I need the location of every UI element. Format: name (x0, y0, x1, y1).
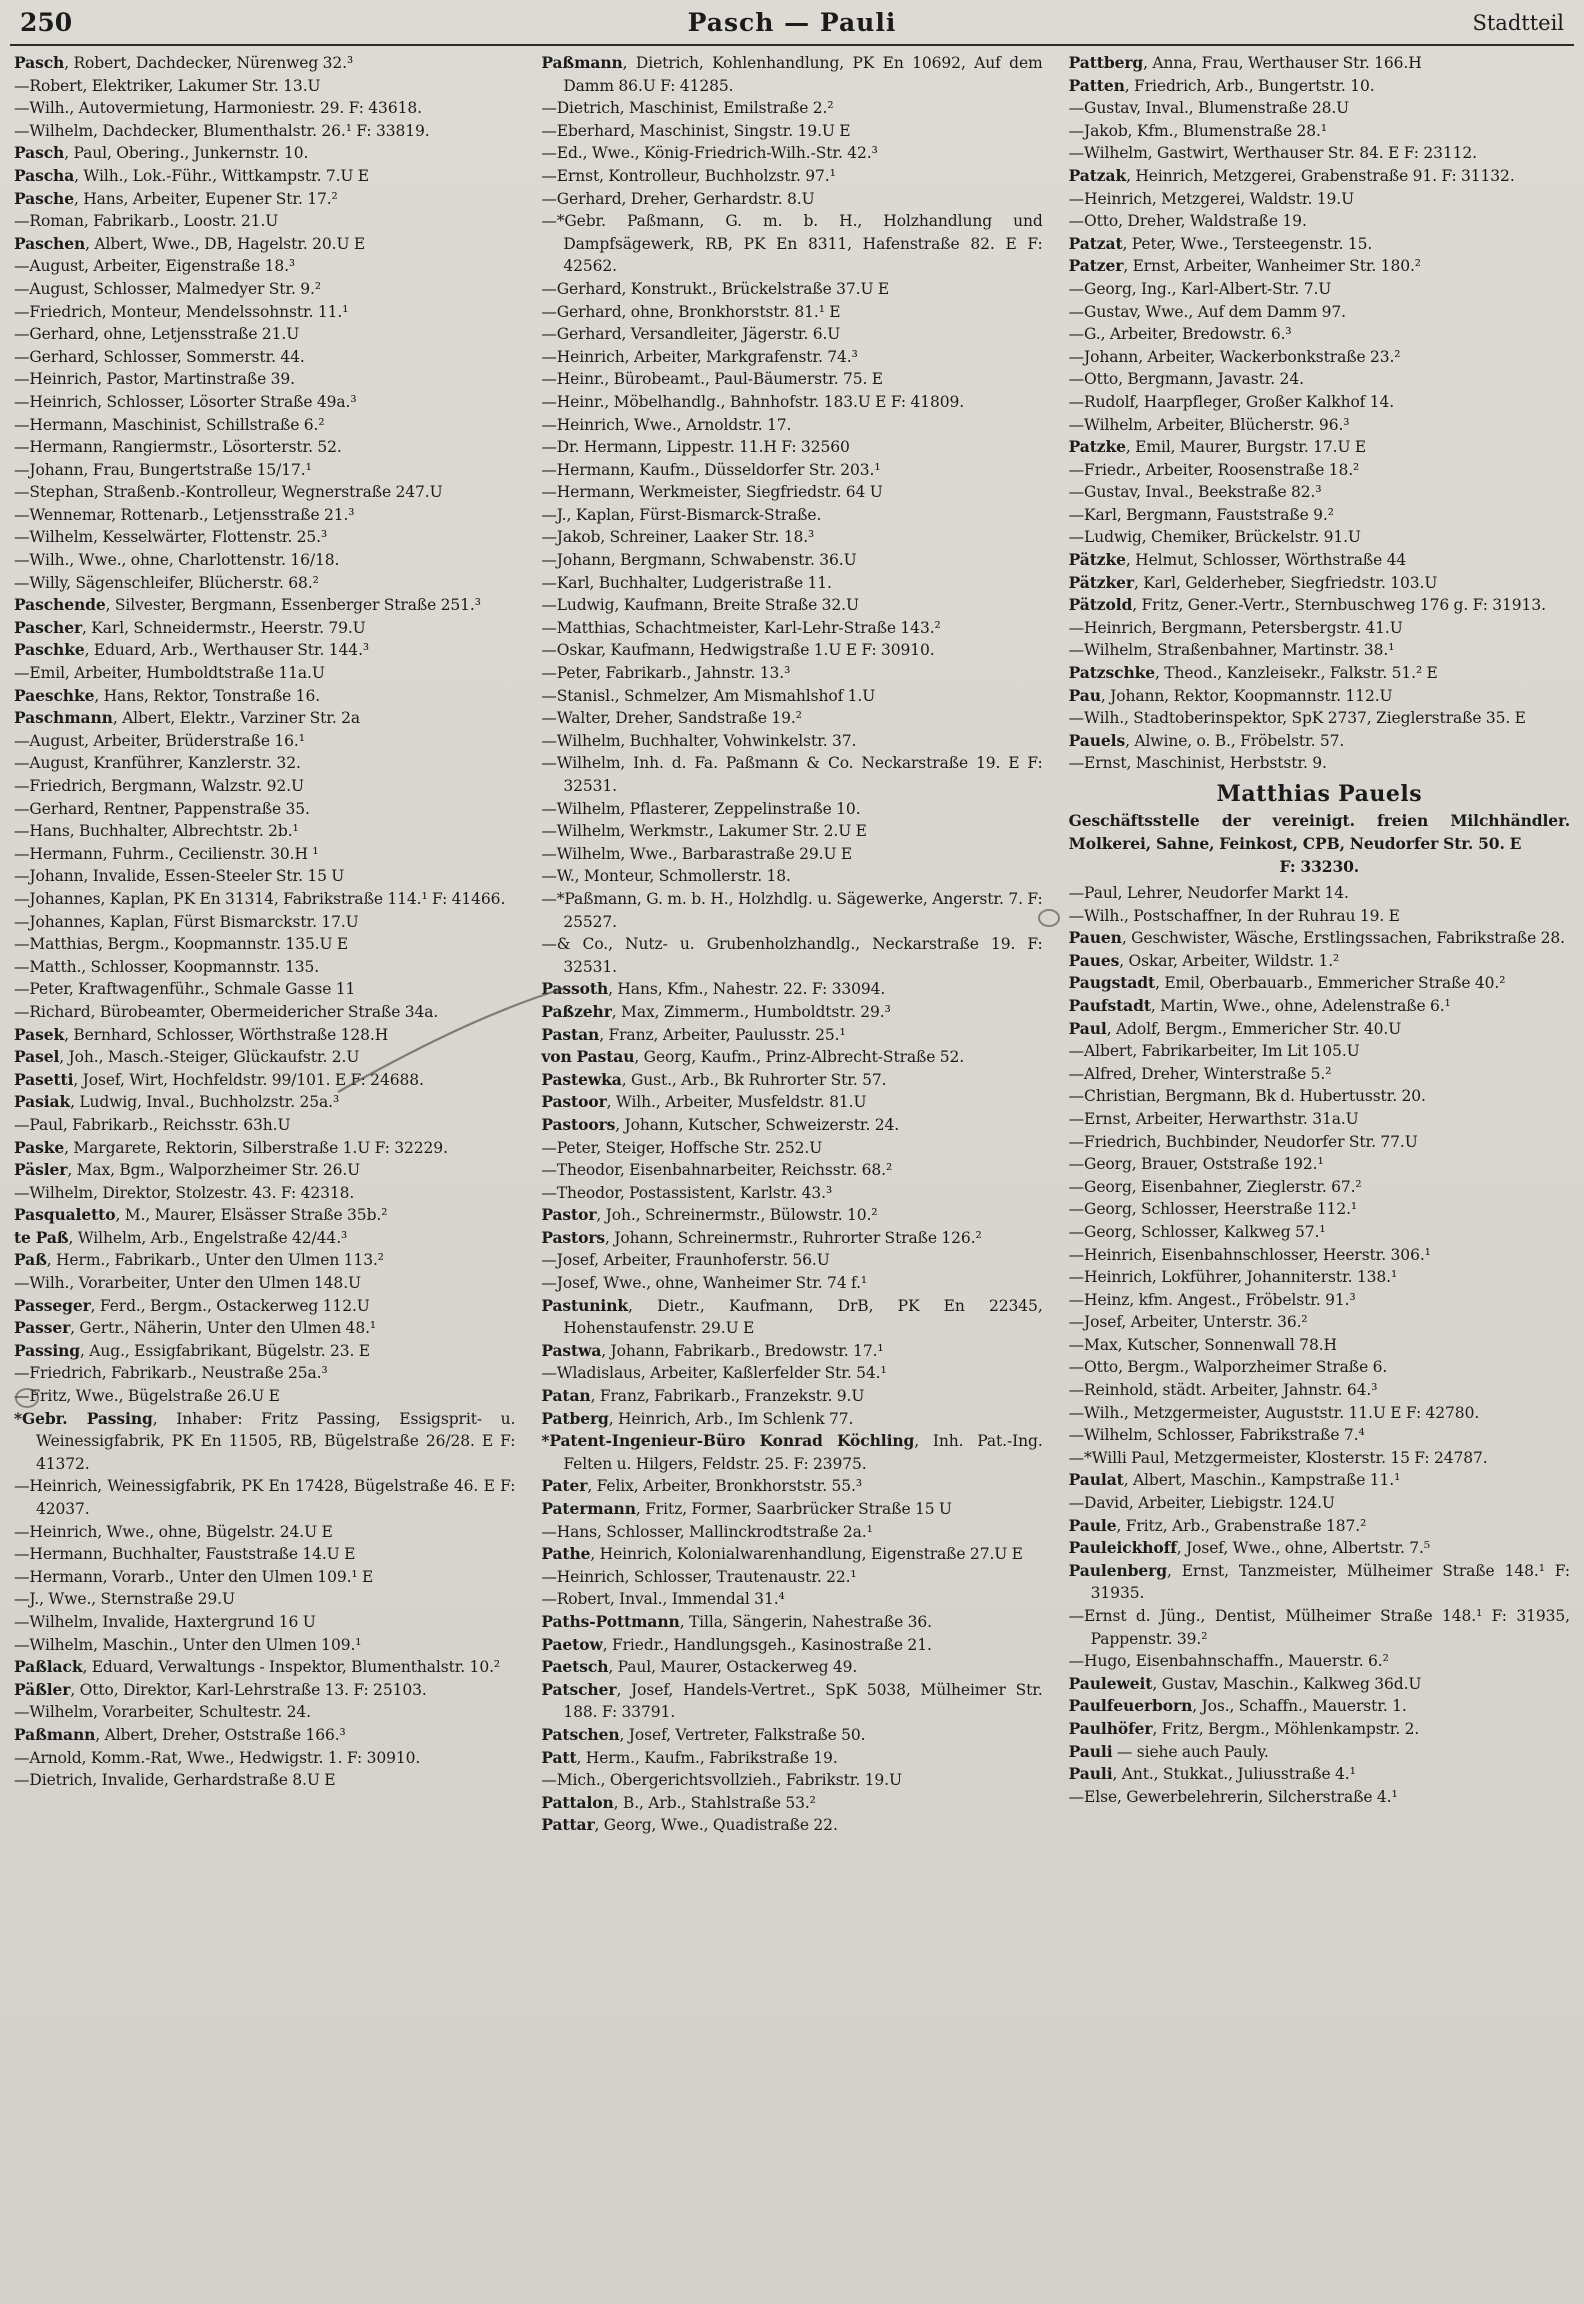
column-1 (14, 52, 515, 2298)
page-title: Pasch — Pauli (687, 8, 897, 37)
directory-entry: —Johann, Invalide, Essen-Steeler Str. 15 U (14, 867, 345, 886)
directory-entry: Pauleweit, Gustav, Maschin., Kalkweg 36d.U (1068, 1673, 1422, 1693)
directory-entry: Pauli — siehe auch Pauly. (1068, 1741, 1269, 1761)
directory-entry: Pauels, Alwine, o. B., Fröbelstr. 57. (1068, 730, 1345, 750)
directory-entry: Pastoor, Wilh., Arbeiter, Musfeldstr. 81.U (541, 1092, 867, 1112)
header-rule (10, 44, 1574, 46)
directory-entry: —Peter, Fabrikarb., Jahnstr. 13.³ (541, 664, 791, 683)
directory-entry: Pasel, Joh., Masch.-Steiger, Glückaufstr. 2.U (14, 1047, 360, 1067)
directory-entry: Passer, Gertr., Näherin, Unter den Ulmen 48.¹ (14, 1318, 377, 1338)
directory-entry: —August, Kranführer, Kanzlerstr. 32. (14, 754, 301, 773)
directory-entry: —Johannes, Kaplan, PK En 31314, Fabrikstraße 114.¹ F: 41466. (14, 889, 506, 908)
directory-entry: —Reinhold, städt. Arbeiter, Jahnstr. 64.³ (1068, 1381, 1378, 1400)
directory-entry: —Heinr., Möbelhandlg., Bahnhofstr. 183.U E F: 41809. (541, 392, 965, 411)
directory-entry: —Wilhelm, Gastwirt, Werthauser Str. 84. E F: 23112. (1068, 144, 1477, 163)
directory-entry: —*Willi Paul, Metzgermeister, Klosterstr. 15 F: 24787. (1068, 1448, 1488, 1467)
directory-entry: te Paß, Wilhelm, Arb., Engelstraße 42/44.³ (14, 1227, 348, 1247)
directory-entry: —Josef, Arbeiter, Fraunhoferstr. 56.U (541, 1251, 830, 1270)
directory-entry: —Georg, Eisenbahner, Zieglerstr. 67.² (1068, 1177, 1362, 1196)
directory-entry: —*Gebr. Paßmann, G. m. b. H., Holzhandlung und Dampfsägewerk, RB, PK En 8311, Hafenstraße 82. E F: 42562. (541, 212, 1043, 276)
directory-entry: Pauen, Geschwister, Wäsche, Erstlingssachen, Fabrikstraße 28. (1068, 928, 1565, 948)
directory-entry: —Heinrich, Weinessigfabrik, PK En 17428, Bügelstraße 46. E F: 42037. (14, 1477, 516, 1518)
directory-entry: Pattar, Georg, Wwe., Quadistraße 22. (541, 1815, 838, 1835)
directory-entry: Pastewka, Gust., Arb., Bk Ruhrorter Str. 57. (541, 1069, 887, 1089)
directory-entry: —Christian, Bergmann, Bk d. Hubertusstr. 20. (1068, 1087, 1426, 1106)
directory-entry: Pastors, Johann, Schreinermstr., Ruhrorter Straße 126.² (541, 1227, 982, 1247)
directory-entry: —Theodor, Eisenbahnarbeiter, Reichsstr. 68.² (541, 1161, 893, 1180)
directory-entry: —Hans, Schlosser, Mallinckrodtstraße 2a.¹ (541, 1522, 873, 1541)
directory-entry: —Friedr., Arbeiter, Roosenstraße 18.² (1068, 460, 1360, 479)
directory-entry: —David, Arbeiter, Liebigstr. 124.U (1068, 1494, 1335, 1513)
directory-entry: Paß, Herm., Fabrikarb., Unter den Ulmen 113.² (14, 1250, 384, 1270)
directory-entry: —August, Arbeiter, Eigenstraße 18.³ (14, 257, 296, 276)
directory-entry: Pasch, Paul, Obering., Junkernstr. 10. (14, 143, 309, 163)
directory-entry: —Walter, Dreher, Sandstraße 19.² (541, 709, 802, 728)
directory-entry: —Ernst, Kontrolleur, Buchholzstr. 97.¹ (541, 166, 836, 185)
directory-entry: —Alfred, Dreher, Winterstraße 5.² (1068, 1064, 1332, 1083)
directory-entry: —Gerhard, ohne, Letjensstraße 21.U (14, 325, 300, 344)
directory-entry: Paßzehr, Max, Zimmerm., Humboldtstr. 29.³ (541, 1001, 891, 1021)
directory-entry: —Theodor, Postassistent, Karlstr. 43.³ (541, 1183, 833, 1202)
directory-entry: —Wilhelm, Invalide, Haxtergrund 16 U (14, 1612, 316, 1631)
directory-entry: Pasch, Robert, Dachdecker, Nürenweg 32.³ (14, 53, 354, 72)
directory-entry: Pascher, Karl, Schneidermstr., Heerstr. 79.U (14, 617, 366, 637)
directory-entry: Patermann, Fritz, Former, Saarbrücker Straße 15 U (541, 1499, 952, 1518)
directory-entry: Paufstadt, Martin, Wwe., ohne, Adelenstraße 6.¹ (1068, 995, 1451, 1015)
directory-entry: —G., Arbeiter, Bredowstr. 6.³ (1068, 325, 1292, 344)
directory-entry: —Wilhelm, Pflasterer, Zeppelinstraße 10. (541, 799, 861, 818)
directory-entry: —Hermann, Vorarb., Unter den Ulmen 109.¹ E (14, 1567, 374, 1586)
directory-entry: Patzer, Ernst, Arbeiter, Wanheimer Str. 180.² (1068, 256, 1421, 276)
directory-entry: —Wilhelm, Kesselwärter, Flottenstr. 25.³ (14, 528, 328, 547)
directory-entry: —Georg, Schlosser, Heerstraße 112.¹ (1068, 1200, 1358, 1219)
directory-entry: Pastoors, Johann, Kutscher, Schweizerstr. 24. (541, 1114, 900, 1134)
directory-entry: —Oskar, Kaufmann, Hedwigstraße 1.U E F: 30910. (541, 641, 935, 660)
directory-entry: Pasiak, Ludwig, Inval., Buchholzstr. 25a.³ (14, 1092, 340, 1112)
directory-entry: —Arnold, Komm.-Rat, Wwe., Hedwigstr. 1. F: 30910. (14, 1748, 421, 1767)
directory-entry: —Ludwig, Kaufmann, Breite Straße 32.U (541, 596, 859, 615)
directory-entry: —Friedrich, Buchbinder, Neudorfer Str. 77.U (1068, 1132, 1418, 1151)
directory-entry: Paetow, Friedr., Handlungsgeh., Kasinostraße 21. (541, 1634, 932, 1654)
directory-entry: —Wilhelm, Werkmstr., Lakumer Str. 2.U E (541, 822, 867, 841)
directory-entry: Paulfeuerborn, Jos., Schaffn., Mauerstr. 1. (1068, 1696, 1407, 1716)
directory-entry: —Paul, Lehrer, Neudorfer Markt 14. (1068, 884, 1349, 902)
district-label: Stadtteil (1472, 11, 1564, 35)
directory-entry: —Wilhelm, Schlosser, Fabrikstraße 7.⁴ (1068, 1426, 1365, 1445)
directory-entry: —Hermann, Buchhalter, Fauststraße 14.U E (14, 1545, 356, 1564)
directory-entry: —Ed., Wwe., König-Friedrich-Wilh.-Str. 42.³ (541, 144, 878, 163)
directory-entry: —August, Arbeiter, Brüderstraße 16.¹ (14, 731, 305, 750)
directory-entry: —Willy, Sägenschleifer, Blücherstr. 68.² (14, 573, 319, 592)
directory-entry: Geschäftsstelle der vereinigt. freien Milchhändler. Molkerei, Sahne, Feinkost, CPB, Neudorfer Str. 50. E (1068, 811, 1570, 853)
directory-entry: —Matthias, Bergm., Koopmannstr. 135.U E (14, 935, 349, 954)
column-3 (1069, 52, 1570, 2298)
directory-entry: —Heinrich, Schlosser, Lösorter Straße 49a.³ (14, 392, 357, 411)
directory-entry: Patzschke, Theod., Kanzleisekr., Falkstr. 51.² E (1068, 663, 1438, 683)
directory-entry: —Heinrich, Lokführer, Johanniterstr. 138.¹ (1068, 1268, 1398, 1287)
directory-entry: —Max, Kutscher, Sonnenwall 78.H (1068, 1335, 1337, 1354)
directory-entry: von Pastau, Georg, Kaufm., Prinz-Albrecht-Straße 52. (541, 1047, 965, 1067)
directory-entry: —Wilhelm, Inh. d. Fa. Paßmann & Co. Neckarstraße 19. E F: 32531. (541, 754, 1043, 795)
directory-entry: —Hugo, Eisenbahnschaffn., Mauerstr. 6.² (1068, 1652, 1389, 1671)
directory-entry: —Eberhard, Maschinist, Singstr. 19.U E (541, 121, 851, 140)
directory-entry: Patberg, Heinrich, Arb., Im Schlenk 77. (541, 1408, 854, 1428)
directory-entry: —Roman, Fabrikarb., Loostr. 21.U (14, 212, 279, 231)
directory-entry: —Ernst, Maschinist, Herbststr. 9. (1068, 754, 1327, 773)
directory-entry: —Georg, Brauer, Oststraße 192.¹ (1068, 1155, 1324, 1174)
directory-entry: —Paul, Fabrikarb., Reichsstr. 63h.U (14, 1115, 291, 1134)
directory-entry: Pasche, Hans, Arbeiter, Eupener Str. 17.² (14, 188, 338, 208)
directory-entry: —Wilhelm, Buchhalter, Vohwinkelstr. 37. (541, 731, 857, 750)
directory-entry: Paulat, Albert, Maschin., Kampstraße 11.¹ (1068, 1470, 1401, 1490)
directory-entry: Pattberg, Anna, Frau, Werthauser Str. 166.H (1068, 53, 1422, 72)
directory-entry: —Friedrich, Monteur, Mendelssohnstr. 11.¹ (14, 302, 349, 321)
directory-entry: —Josef, Wwe., ohne, Wanheimer Str. 74 f.¹ (541, 1274, 868, 1293)
directory-entry: —Wilhelm, Wwe., Barbarastraße 29.U E (541, 844, 853, 863)
directory-entry: —J., Wwe., Sternstraße 29.U (14, 1590, 235, 1609)
directory-entry: —Ernst d. Jüng., Dentist, Mülheimer Straße 148.¹ F: 31935, Pappenstr. 39.² (1068, 1607, 1570, 1648)
directory-entry: Päßler, Otto, Direktor, Karl-Lehrstraße 13. F: 25103. (14, 1679, 427, 1699)
directory-entry: —Wilh., Stadtoberinspektor, SpK 2737, Zieglerstraße 35. E (1068, 709, 1526, 728)
directory-entry: —Jakob, Kfm., Blumenstraße 28.¹ (1068, 121, 1327, 140)
directory-entry: Pätzold, Fritz, Gener.-Vertr., Sternbuschweg 176 g. F: 31913. (1068, 595, 1546, 615)
directory-entry: —Georg, Schlosser, Kalkweg 57.¹ (1068, 1222, 1326, 1241)
directory-entry: Paths-Pottmann, Tilla, Sängerin, Nahestraße 36. (541, 1611, 932, 1631)
directory-entry: —Gustav, Inval., Beekstraße 82.³ (1068, 483, 1322, 502)
directory-entry: —Peter, Kraftwagenführ., Schmale Gasse 11 (14, 980, 356, 999)
directory-entry: —Friedrich, Bergmann, Walzstr. 92.U (14, 777, 304, 795)
directory-entry: —Fritz, Wwe., Bügelstraße 26.U E (14, 1387, 280, 1406)
directory-entry: —Friedrich, Fabrikarb., Neustraße 25a.³ (14, 1364, 328, 1383)
directory-entry: *Patent-Ingenieur-Büro Konrad Köchling, Inh. Pat.-Ing. Felten u. Hilgers, Feldstr. 25. F: 23975. (541, 1431, 1043, 1473)
directory-entry: Matthias Pauels (1216, 781, 1423, 807)
directory-entry: Patzak, Heinrich, Metzgerei, Grabenstraße 91. F: 31132. (1068, 165, 1515, 185)
directory-entry: Pater, Felix, Arbeiter, Bronkhorststr. 55.³ (541, 1476, 862, 1496)
directory-entry: —Gerhard, Schlosser, Sommerstr. 44. (14, 347, 305, 366)
directory-entry: Patzke, Emil, Maurer, Burgstr. 17.U E (1068, 437, 1367, 457)
directory-entry: —August, Schlosser, Malmedyer Str. 9.² (14, 279, 321, 298)
directory-entry: —Peter, Steiger, Hoffsche Str. 252.U (541, 1138, 823, 1157)
directory-entry: Passing, Aug., Essigfabrikant, Bügelstr. 23. E (14, 1340, 370, 1360)
directory-entry: Pau, Johann, Rektor, Koopmannstr. 112.U (1068, 685, 1393, 705)
directory-entry: —Heinrich, Wwe., Arnoldstr. 17. (541, 415, 792, 434)
directory-entry: —Dietrich, Maschinist, Emilstraße 2.² (541, 99, 834, 118)
directory-entry: Paetsch, Paul, Maurer, Ostackerweg 49. (541, 1657, 858, 1677)
directory-entry: Paule, Fritz, Arb., Grabenstraße 187.² (1068, 1515, 1367, 1535)
directory-entry: —Otto, Bergm., Walporzheimer Straße 6. (1068, 1358, 1388, 1377)
directory-entry: —Gustav, Wwe., Auf dem Damm 97. (1068, 302, 1346, 321)
directory-entry: Patscher, Josef, Handels-Vertret., SpK 5038, Mülheimer Str. 188. F: 33791. (541, 1679, 1043, 1722)
directory-entry: Paske, Margarete, Rektorin, Silberstraße 1.U F: 32229. (14, 1137, 448, 1157)
directory-entry: Päsler, Max, Bgm., Walporzheimer Str. 26.U (14, 1160, 361, 1180)
directory-entry: —Heinrich, Wwe., ohne, Bügelstr. 24.U E (14, 1522, 333, 1541)
directory-entry: —Mich., Obergerichtsvollzieh., Fabrikstr. 19.U (541, 1771, 902, 1790)
directory-entry: Patten, Friedrich, Arb., Bungertstr. 10. (1068, 75, 1375, 95)
directory-entry: —Wilhelm, Straßenbahner, Martinstr. 38.¹ (1068, 641, 1395, 660)
directory-entry: —Emil, Arbeiter, Humboldtstraße 11a.U (14, 664, 325, 683)
directory-entry: Pasetti, Josef, Wirt, Hochfeldstr. 99/101. E F: 24688. (14, 1069, 424, 1089)
column-2 (541, 52, 1042, 2298)
directory-entry: —Else, Gewerbelehrerin, Silcherstraße 4.¹ (1068, 1787, 1398, 1806)
directory-entry: —Stephan, Straßenb.-Kontrolleur, Wegnerstraße 247.U (14, 483, 443, 502)
directory-entry: —Wilh., Autovermietung, Harmoniestr. 29. F: 43618. (14, 99, 422, 118)
directory-entry: Pastunink, Dietr., Kaufmann, DrB, PK En 22345, Hohenstaufenstr. 29.U E (541, 1295, 1043, 1338)
directory-entry: —Rudolf, Haarpfleger, Großer Kalkhof 14. (1068, 392, 1395, 411)
directory-entry: Paulhöfer, Fritz, Bergm., Möhlenkampstr. 2. (1068, 1718, 1420, 1738)
directory-entry: —Gerhard, Versandleiter, Jägerstr. 6.U (541, 325, 841, 344)
directory-entry: Pathe, Heinrich, Kolonialwarenhandlung, Eigenstraße 27.U E (541, 1544, 1023, 1564)
directory-entry: —Matth., Schlosser, Koopmannstr. 135. (14, 957, 320, 976)
directory-entry: —Wilh., Vorarbeiter, Unter den Ulmen 148.U (14, 1274, 361, 1293)
directory-entry: —Hans, Buchhalter, Albrechtstr. 2b.¹ (14, 822, 299, 841)
directory-entry: —Jakob, Schreiner, Laaker Str. 18.³ (541, 528, 815, 547)
directory-entry: —Wilhelm, Maschin., Unter den Ulmen 109.¹ (14, 1635, 362, 1654)
directory-entry: —Hermann, Maschinist, Schillstraße 6.² (14, 415, 325, 434)
directory-entry: Paßmann, Dietrich, Kohlenhandlung, PK En 10692, Auf dem Damm 86.U F: 41285. (541, 53, 1043, 95)
directory-entry: —Wilhelm, Direktor, Stolzestr. 43. F: 42318. (14, 1183, 355, 1202)
directory-entry: Paschmann, Albert, Elektr., Varziner Str. 2a (14, 708, 361, 728)
directory-entry: —Wilhelm, Dachdecker, Blumenthalstr. 26.¹ F: 33819. (14, 121, 430, 140)
directory-entry: —Heinrich, Eisenbahnschlosser, Heerstr. 306.¹ (1068, 1245, 1431, 1264)
directory-entry: —*Paßmann, G. m. b. H., Holzhdlg. u. Sägewerke, Angerstr. 7. F: 25527. (541, 889, 1043, 931)
directory-entry: Paschke, Eduard, Arb., Werthauser Str. 144.³ (14, 640, 370, 660)
directory-entry: Paßlack, Eduard, Verwaltungs - Inspektor, Blumenthalstr. 10.² (14, 1657, 501, 1677)
directory-entry: Patschen, Josef, Vertreter, Falkstraße 50. (541, 1724, 866, 1744)
directory-entry: Pattalon, B., Arb., Stahlstraße 53.² (541, 1792, 816, 1812)
directory-columns (14, 52, 1570, 2298)
directory-entry: —Dr. Hermann, Lippestr. 11.H F: 32560 (541, 438, 850, 457)
directory-entry: —Johannes, Kaplan, Fürst Bismarckstr. 17.U (14, 912, 359, 931)
directory-entry: —Ludwig, Chemiker, Brückelstr. 91.U (1068, 528, 1361, 547)
directory-entry: —Albert, Fabrikarbeiter, Im Lit 105.U (1068, 1042, 1360, 1061)
directory-entry: —& Co., Nutz- u. Grubenholzhandlg., Neckarstraße 19. F: 32531. (541, 935, 1043, 976)
directory-entry: Pauli, Ant., Stukkat., Juliusstraße 4.¹ (1068, 1764, 1356, 1784)
directory-entry: —Johann, Bergmann, Schwabenstr. 36.U (541, 551, 857, 570)
directory-entry: —Richard, Bürobeamter, Obermeidericher Straße 34a. (14, 1002, 439, 1021)
directory-entry: Patt, Herm., Kaufm., Fabrikstraße 19. (541, 1747, 838, 1767)
directory-entry: Pasek, Bernhard, Schlosser, Wörthstraße 128.H (14, 1024, 389, 1044)
directory-entry: —Otto, Bergmann, Javastr. 24. (1068, 370, 1304, 389)
directory-entry: Pastor, Joh., Schreinermstr., Bülowstr. 10.² (541, 1205, 878, 1225)
directory-entry: —Wilh., Wwe., ohne, Charlottenstr. 16/18. (14, 551, 340, 570)
directory-entry: —Gerhard, ohne, Bronkhorststr. 81.¹ E (541, 302, 841, 321)
directory-entry: —Hermann, Kaufm., Düsseldorfer Str. 203.¹ (541, 460, 881, 479)
directory-entry: —Hermann, Werkmeister, Siegfriedstr. 64 U (541, 483, 883, 502)
directory-entry: —Karl, Buchhalter, Ludgeristraße 11. (541, 573, 832, 592)
directory-entry: Pauleickhoff, Josef, Wwe., ohne, Albertstr. 7.⁵ (1068, 1538, 1430, 1558)
page-number: 250 (20, 8, 73, 37)
directory-entry: Paschende, Silvester, Bergmann, Essenberger Straße 251.³ (14, 595, 481, 615)
directory-entry: —Robert, Elektriker, Lakumer Str. 13.U (14, 76, 321, 95)
directory-entry: —Gerhard, Konstrukt., Brückelstraße 37.U E (541, 279, 890, 298)
directory-entry: Passeger, Ferd., Bergm., Ostackerweg 112.U (14, 1295, 370, 1315)
directory-entry: —Otto, Dreher, Waldstraße 19. (1068, 212, 1307, 231)
directory-entry: Pasqualetto, M., Maurer, Elsässer Straße 35b.² (14, 1205, 388, 1225)
directory-entry: Paschen, Albert, Wwe., DB, Hagelstr. 20.U E (14, 233, 366, 253)
directory-entry: Pastwa, Johann, Fabrikarb., Bredowstr. 17.¹ (541, 1340, 884, 1360)
directory-entry: —Wennemar, Rottenarb., Letjensstraße 21.³ (14, 505, 355, 524)
directory-entry: —Gerhard, Rentner, Pappenstraße 35. (14, 799, 310, 818)
directory-entry: *Gebr. Passing, Inhaber: Fritz Passing, Essigsprit- u. Weinessigfabrik, PK En 11505, RB, Bügelstraße 26/28. E F: 41372. (14, 1408, 516, 1473)
directory-entry: Paeschke, Hans, Rektor, Tonstraße 16. (14, 685, 321, 705)
directory-entry: —Stanisl., Schmelzer, Am Mismahlshof 1.U (541, 686, 876, 705)
directory-entry: —Gustav, Inval., Blumenstraße 28.U (1068, 99, 1350, 118)
directory-entry: —Wilh., Metzgermeister, Auguststr. 11.U E F: 42780. (1068, 1403, 1480, 1422)
directory-entry: —Georg, Ing., Karl-Albert-Str. 7.U (1068, 279, 1332, 298)
directory-entry: F: 33230. (1279, 857, 1360, 876)
directory-entry: Pascha, Wilh., Lok.-Führ., Wittkampstr. 7.U E (14, 165, 370, 185)
directory-entry: —Hermann, Rangiermstr., Lösorterstr. 52. (14, 438, 342, 457)
directory-entry: Pätzke, Helmut, Schlosser, Wörthstraße 44 (1068, 550, 1407, 570)
directory-entry: —Wilhelm, Vorarbeiter, Schultestr. 24. (14, 1703, 311, 1722)
directory-entry: —Wladislaus, Arbeiter, Kaßlerfelder Str. 54.¹ (541, 1364, 887, 1383)
directory-entry: Paulenberg, Ernst, Tanzmeister, Mülheimer Straße 148.¹ F: 31935. (1068, 1560, 1570, 1603)
directory-entry: —Heinrich, Arbeiter, Markgrafenstr. 74.³ (541, 347, 858, 366)
directory-entry: —Wilh., Postschaffner, In der Ruhrau 19. E (1068, 906, 1400, 925)
directory-entry: Paßmann, Albert, Dreher, Oststraße 166.³ (14, 1724, 346, 1744)
directory-entry: Passoth, Hans, Kfm., Nahestr. 22. F: 33094. (541, 979, 886, 999)
directory-entry: —Heinrich, Metzgerei, Waldstr. 19.U (1068, 189, 1355, 208)
directory-entry: —Hermann, Fuhrm., Cecilienstr. 30.H ¹ (14, 844, 319, 863)
directory-entry: —Johann, Arbeiter, Wackerbonkstraße 23.² (1068, 347, 1401, 366)
directory-entry: —Robert, Inval., Immendal 31.⁴ (541, 1590, 785, 1609)
directory-entry: Pätzker, Karl, Gelderheber, Siegfriedstr. 103.U (1068, 572, 1438, 592)
directory-entry: —Wilhelm, Arbeiter, Blücherstr. 96.³ (1068, 415, 1350, 434)
directory-entry: —Heinrich, Schlosser, Trautenaustr. 22.¹ (541, 1567, 857, 1586)
directory-entry: —Josef, Arbeiter, Unterstr. 36.² (1068, 1313, 1308, 1332)
directory-entry: Paues, Oskar, Arbeiter, Wildstr. 1.² (1068, 950, 1340, 970)
directory-entry: —W., Monteur, Schmollerstr. 18. (541, 867, 791, 886)
directory-entry: —Heinrich, Bergmann, Petersbergstr. 41.U (1068, 618, 1403, 637)
directory-entry: —Ernst, Arbeiter, Herwarthstr. 31a.U (1068, 1109, 1359, 1128)
directory-entry: Pastan, Franz, Arbeiter, Paulusstr. 25.¹ (541, 1024, 846, 1044)
directory-entry: Paul, Adolf, Bergm., Emmericher Str. 40.U (1068, 1018, 1402, 1038)
page-header (16, 8, 1568, 40)
directory-entry: —Dietrich, Invalide, Gerhardstraße 8.U E (14, 1771, 336, 1790)
directory-entry: —Johann, Frau, Bungertstraße 15/17.¹ (14, 460, 312, 479)
directory-entry: —J., Kaplan, Fürst-Bismarck-Straße. (541, 505, 822, 524)
directory-entry: —Heinr., Bürobeamt., Paul-Bäumerstr. 75. E (541, 370, 883, 389)
directory-entry: —Matthias, Schachtmeister, Karl-Lehr-Straße 143.² (541, 618, 941, 637)
directory-entry: Paugstadt, Emil, Oberbauarb., Emmericher Straße 40.² (1068, 973, 1506, 993)
directory-entry: —Gerhard, Dreher, Gerhardstr. 8.U (541, 189, 815, 208)
directory-entry: —Heinrich, Pastor, Martinstraße 39. (14, 370, 295, 389)
directory-entry: Patzat, Peter, Wwe., Tersteegenstr. 15. (1068, 233, 1373, 253)
directory-entry: Patan, Franz, Fabrikarb., Franzekstr. 9.U (541, 1386, 865, 1406)
directory-entry: —Karl, Bergmann, Fauststraße 9.² (1068, 505, 1334, 524)
directory-entry: —Heinz, kfm. Angest., Fröbelstr. 91.³ (1068, 1290, 1356, 1309)
